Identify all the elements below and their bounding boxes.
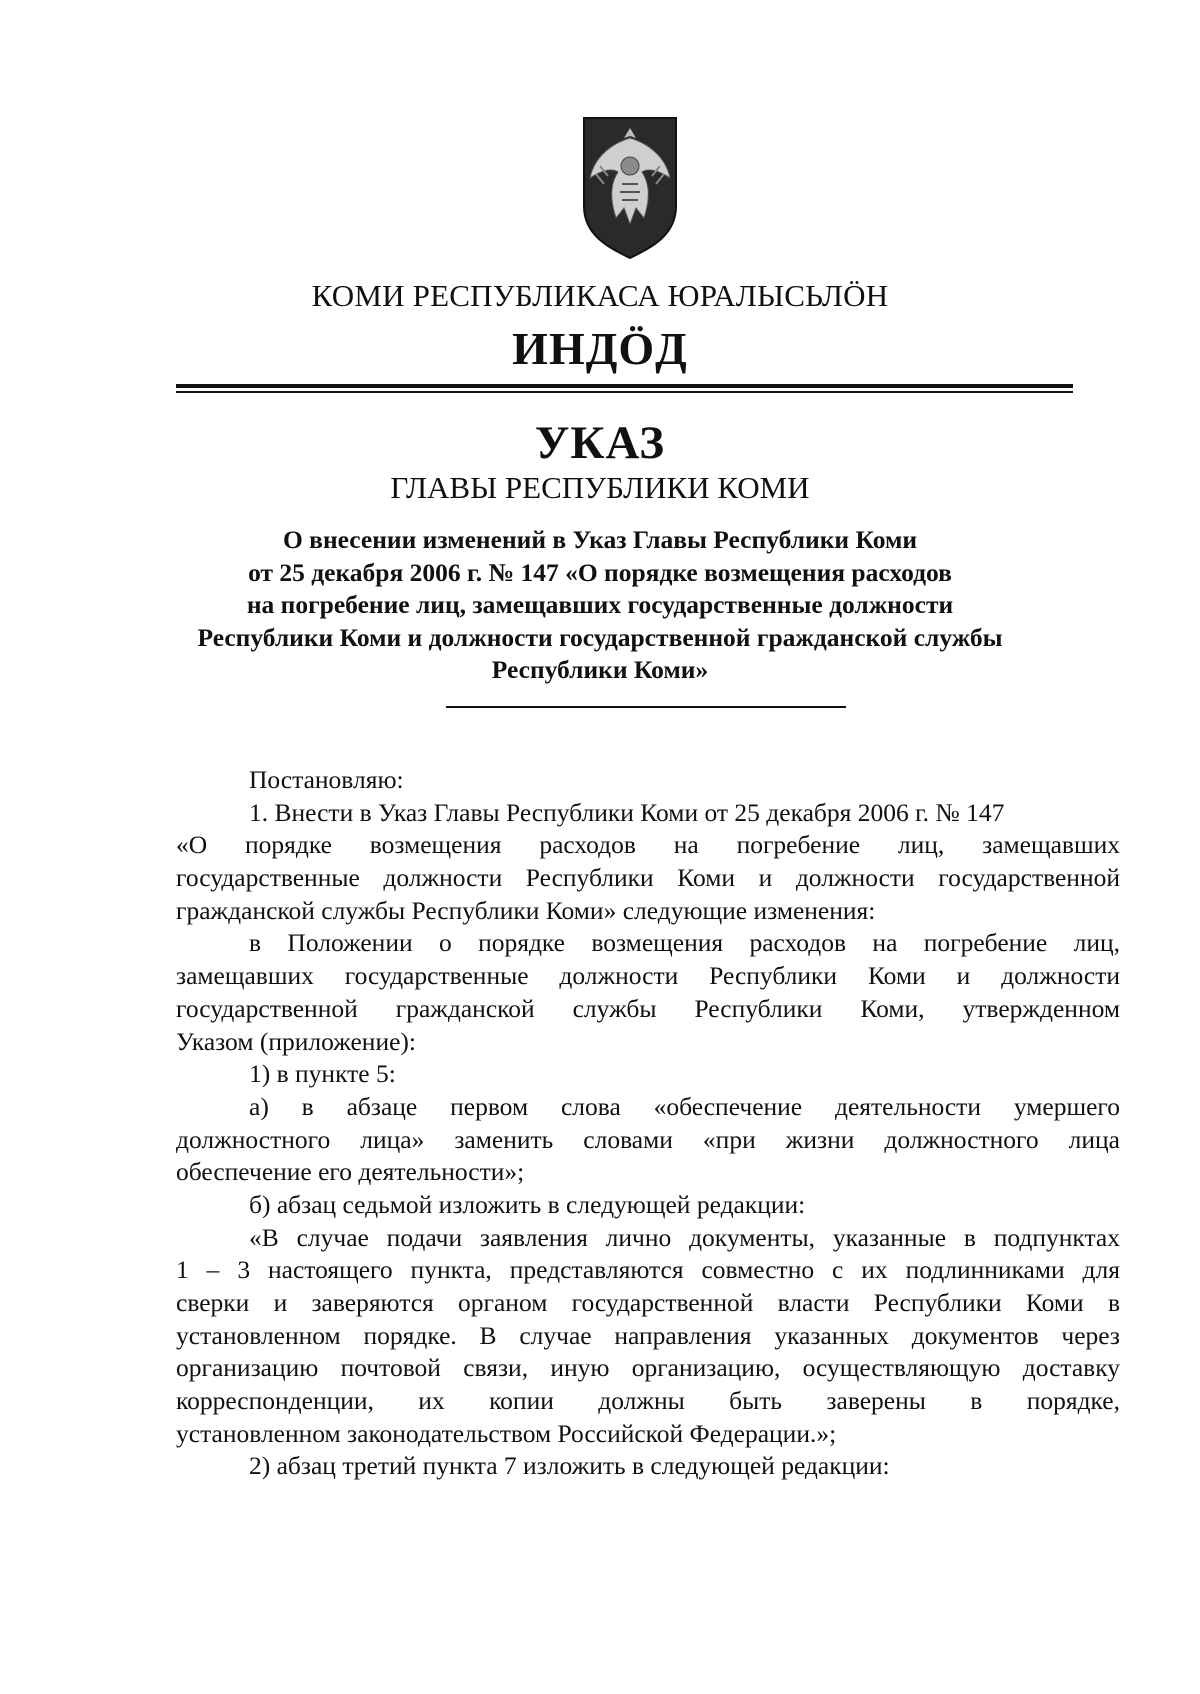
body-line: организацию почтовой связи, иную организацию, осуществляющую доставку: [176, 1353, 1120, 1383]
title-underline: [446, 706, 846, 708]
title-line: Республики Коми и должности государственной гражданской службы: [197, 622, 1003, 652]
body-line: установленном порядке. В случае направления указанных документов через: [176, 1320, 1120, 1350]
body-line: должностного лица» заменить словами «при жизни должностного лица: [176, 1124, 1120, 1154]
indod-heading: ИНДÖД: [512, 323, 688, 374]
body-line: обеспечение его деятельности»;: [176, 1157, 525, 1187]
body-line: «О порядке возмещения расходов на погребение лиц, замещавших: [176, 830, 1120, 860]
body-line: государственные должности Республики Коми и должности государственной: [176, 863, 1120, 893]
body-line: 2) абзац третий пункта 7 изложить в следующей редакции:: [249, 1451, 890, 1481]
title-line: от 25 декабря 2006 г. № 147 «О порядке возмещения расходов: [248, 557, 952, 587]
body-line: 1. Внести в Указ Главы Республики Коми от 25 декабря 2006 г. № 147: [249, 797, 1005, 827]
title-line: на погребение лиц, замещавших государственные должности: [246, 590, 954, 619]
document-body: [176, 764, 1120, 1483]
ukaz-heading: УКАЗ: [534, 417, 666, 469]
body-line: Постановляю:: [249, 765, 404, 794]
header-divider-thin: [176, 391, 1073, 393]
glavy-heading: ГЛАВЫ РЕСПУБЛИКИ КОМИ: [390, 470, 810, 505]
title-line: О внесении изменений в Указ Главы Республики Коми: [282, 525, 918, 554]
body-line: установленном законодательством Российской Федерации.»;: [176, 1418, 837, 1448]
title-line: Республики Коми»: [491, 655, 709, 684]
header-divider-thick: [176, 384, 1073, 388]
republic-heading: КОМИ РЕСПУБЛИКАСА ЮРАЛЫСЬЛÖН: [311, 278, 889, 313]
body-line: корреспонденции, их копии должны быть заверены в порядке,: [176, 1386, 1120, 1416]
body-line: в Положении о порядке возмещения расходов на погребение лиц,: [249, 928, 1120, 958]
body-line: гражданской службы Республики Коми» следующие изменения:: [176, 895, 876, 925]
body-line: Указом (приложение):: [176, 1026, 416, 1056]
body-line: сверки и заверяются органом государственной власти Республики Коми в: [176, 1288, 1120, 1317]
coat-of-arms-icon: [580, 114, 680, 264]
document-title: [150, 524, 1050, 687]
body-line: государственной гражданской службы Республики Коми, утвержденном: [176, 993, 1120, 1023]
body-line: б) абзац седьмой изложить в следующей редакции:: [249, 1189, 806, 1219]
body-line: а) в абзаце первом слова «обеспечение деятельности умершего: [249, 1091, 1120, 1121]
body-line: 1 – 3 настоящего пункта, представляются совместно с их подлинниками для: [176, 1255, 1120, 1285]
body-line: замещавших государственные должности Республики Коми и должности: [176, 961, 1120, 991]
body-line: «В случае подачи заявления лично документы, указанные в подпунктах: [249, 1222, 1120, 1252]
body-line: 1) в пункте 5:: [249, 1059, 396, 1089]
